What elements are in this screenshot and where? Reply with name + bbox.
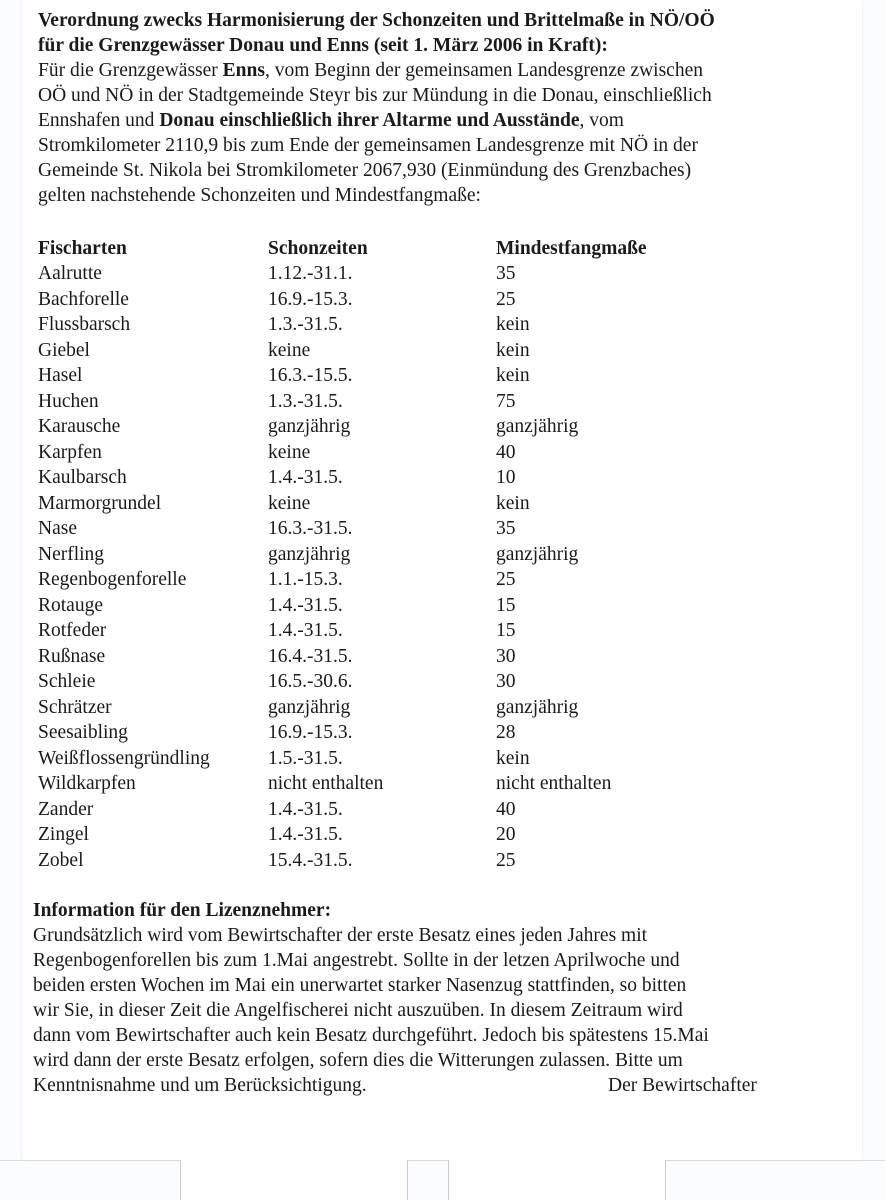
info-line: wir Sie, in dieser Zeit die Angelfischerei nicht auszuüben. In diesem Zeitraum wird [33, 1000, 683, 1021]
intro-text: Ennshafen und [38, 110, 160, 131]
closed-season-cell: 1.4.-31.5. [268, 824, 343, 846]
closed-season-cell: 1.4.-31.5. [268, 620, 343, 642]
closed-season-cell: 1.3.-31.5. [268, 390, 343, 412]
closed-season-cell: keine [268, 339, 311, 361]
closed-season-cell: 1.1.-15.3. [268, 569, 343, 591]
column-header-min-size: Mindestfangmaße [496, 237, 647, 259]
fish-name-cell: Aalrutte [38, 263, 102, 285]
document-title-line-2: für die Grenzgewässer Donau und Enns (seit 1. März 2006 in Kraft): [38, 35, 608, 56]
table-row [38, 823, 756, 849]
table-row [38, 415, 756, 441]
fish-name-cell: Karausche [38, 416, 121, 438]
table-row [38, 338, 756, 364]
info-line: beiden ersten Wochen im Mai ein unerwartet starker Nasenzug stattfinden, so bitten [33, 975, 687, 996]
intro-text: Gemeinde St. Nikola bei Stromkilometer 2067,930 (Einmündung des Grenzbaches) [38, 160, 692, 181]
min-size-cell: 20 [496, 824, 516, 846]
min-size-cell: 25 [496, 288, 516, 310]
table-header-row [38, 236, 756, 262]
info-line: Grundsätzlich wird vom Bewirtschafter der erste Besatz eines jeden Jahres mit [33, 925, 648, 946]
closed-season-cell: 15.4.-31.5. [268, 849, 353, 871]
closed-season-cell: ganzjährig [268, 696, 351, 718]
fish-name-cell: Flussbarsch [38, 314, 131, 336]
min-size-cell: 28 [496, 722, 516, 744]
intro-text: Für die Grenzgewässer [38, 60, 223, 81]
min-size-cell: 30 [496, 671, 516, 693]
table-row [38, 440, 756, 466]
fish-name-cell: Kaulbarsch [38, 467, 127, 489]
intro-text: , vom [579, 110, 624, 131]
table-row [38, 262, 756, 288]
min-size-cell: nicht enthalten [496, 773, 612, 795]
fish-name-cell: Nase [38, 518, 77, 540]
min-size-cell: 25 [496, 849, 516, 871]
closed-season-cell: 16.5.-30.6. [268, 671, 353, 693]
fish-name-cell: Regenbogenforelle [38, 569, 187, 591]
table-row [38, 287, 756, 313]
min-size-cell: 40 [496, 441, 516, 463]
min-size-cell: 75 [496, 390, 516, 412]
info-line: Kenntnisnahme und um Berücksichtigung. [33, 1075, 367, 1096]
fish-name-cell: Schrätzer [38, 696, 112, 718]
intro-text: Stromkilometer 2110,9 bis zum Ende der gemeinsamen Landesgrenze mit NÖ in der [38, 135, 698, 156]
page-bottom-edge [0, 1160, 885, 1161]
table-row [38, 619, 756, 645]
min-size-cell: kein [496, 492, 530, 514]
fish-name-cell: Wildkarpfen [38, 773, 136, 795]
info-line: dann vom Bewirtschafter auch kein Besatz durchgeführt. Jedoch bis spätestens 15.Mai [33, 1025, 709, 1046]
min-size-cell: kein [496, 339, 530, 361]
table-row [38, 848, 756, 874]
fish-name-cell: Karpfen [38, 441, 102, 463]
fish-name-cell: Zobel [38, 849, 84, 871]
paper-tab-right [448, 1160, 666, 1200]
table-row [38, 517, 756, 543]
fish-name-cell: Huchen [38, 390, 99, 412]
closed-season-cell: nicht enthalten [268, 773, 384, 795]
intro-bold-donau: Donau einschließlich ihrer Altarme und Ausstände [159, 110, 580, 131]
table-row [38, 644, 756, 670]
closed-season-cell: 1.12.-31.1. [268, 263, 353, 285]
info-section [33, 898, 833, 1098]
info-paragraph [33, 923, 833, 1098]
table-row [38, 364, 756, 390]
min-size-cell: 35 [496, 518, 516, 540]
table-row [38, 721, 756, 747]
document-title-line-1: Verordnung zwecks Harmonisierung der Schonzeiten und Brittelmaße in NÖ/OÖ [38, 10, 715, 31]
closed-season-cell: 1.3.-31.5. [268, 314, 343, 336]
intro-bold-enns: Enns [222, 60, 265, 81]
intro-text: , vom Beginn der gemeinsamen Landesgrenze zwischen [264, 60, 703, 81]
closed-season-cell: ganzjährig [268, 416, 351, 438]
min-size-cell: 40 [496, 798, 516, 820]
closed-season-cell: 1.4.-31.5. [268, 594, 343, 616]
intro-text: OÖ und NÖ in der Stadtgemeinde Steyr bis zur Mündung in die Donau, einschließlich [38, 85, 712, 106]
min-size-cell: 10 [496, 467, 516, 489]
info-line: Regenbogenforellen bis zum 1.Mai angestrebt. Sollte in der letzen Aprilwoche und [33, 950, 680, 971]
fish-name-cell: Hasel [38, 365, 83, 387]
table-row [38, 695, 756, 721]
closed-season-cell: 16.9.-15.3. [268, 288, 353, 310]
table-row [38, 389, 756, 415]
fish-name-cell: Weißflossengründling [38, 747, 210, 769]
table-row [38, 797, 756, 823]
signature: Der Bewirtschafter [608, 1075, 757, 1096]
closed-season-cell: keine [268, 441, 311, 463]
min-size-cell: kein [496, 314, 530, 336]
min-size-cell: ganzjährig [496, 543, 579, 565]
fish-name-cell: Zander [38, 798, 94, 820]
fish-name-cell: Nerfling [38, 543, 105, 565]
column-header-fish: Fischarten [38, 237, 127, 259]
fish-name-cell: Seesaibling [38, 722, 128, 744]
min-size-cell: ganzjährig [496, 696, 579, 718]
table-row [38, 466, 756, 492]
fish-name-cell: Marmorgrundel [38, 492, 162, 514]
paper-tab-left [180, 1160, 408, 1200]
closed-season-cell: 16.3.-15.5. [268, 365, 353, 387]
closed-season-cell: 16.9.-15.3. [268, 722, 353, 744]
table-row [38, 568, 756, 594]
fish-name-cell: Rußnase [38, 645, 106, 667]
min-size-cell: kein [496, 747, 530, 769]
table-row [38, 746, 756, 772]
intro-paragraph [38, 58, 828, 208]
closed-season-cell: ganzjährig [268, 543, 351, 565]
min-size-cell: 25 [496, 569, 516, 591]
closed-season-cell: 16.4.-31.5. [268, 645, 353, 667]
closed-season-cell: keine [268, 492, 311, 514]
table-row [38, 593, 756, 619]
closed-season-cell: 1.5.-31.5. [268, 747, 343, 769]
table-row [38, 772, 756, 798]
table-row [38, 542, 756, 568]
fish-regulation-table [38, 236, 756, 874]
min-size-cell: 35 [496, 263, 516, 285]
min-size-cell: ganzjährig [496, 416, 579, 438]
fish-name-cell: Zingel [38, 824, 89, 846]
min-size-cell: 30 [496, 645, 516, 667]
header-block [38, 8, 828, 208]
min-size-cell: 15 [496, 594, 516, 616]
fish-name-cell: Giebel [38, 339, 90, 361]
table-body [38, 262, 756, 874]
min-size-cell: 15 [496, 620, 516, 642]
fish-name-cell: Schleie [38, 671, 96, 693]
table-row [38, 670, 756, 696]
column-header-closed-season: Schonzeiten [268, 237, 368, 259]
table-row [38, 313, 756, 339]
fish-name-cell: Rotauge [38, 594, 103, 616]
info-heading: Information für den Lizenznehmer: [33, 900, 332, 921]
min-size-cell: kein [496, 365, 530, 387]
info-line: wird dann der erste Besatz erfolgen, sofern dies die Witterungen zulassen. Bitte um [33, 1050, 683, 1071]
table-row [38, 491, 756, 517]
closed-season-cell: 1.4.-31.5. [268, 467, 343, 489]
intro-text: gelten nachstehende Schonzeiten und Mindestfangmaße: [38, 185, 481, 206]
fish-name-cell: Rotfeder [38, 620, 107, 642]
fish-name-cell: Bachforelle [38, 288, 129, 310]
closed-season-cell: 1.4.-31.5. [268, 798, 343, 820]
closed-season-cell: 16.3.-31.5. [268, 518, 353, 540]
